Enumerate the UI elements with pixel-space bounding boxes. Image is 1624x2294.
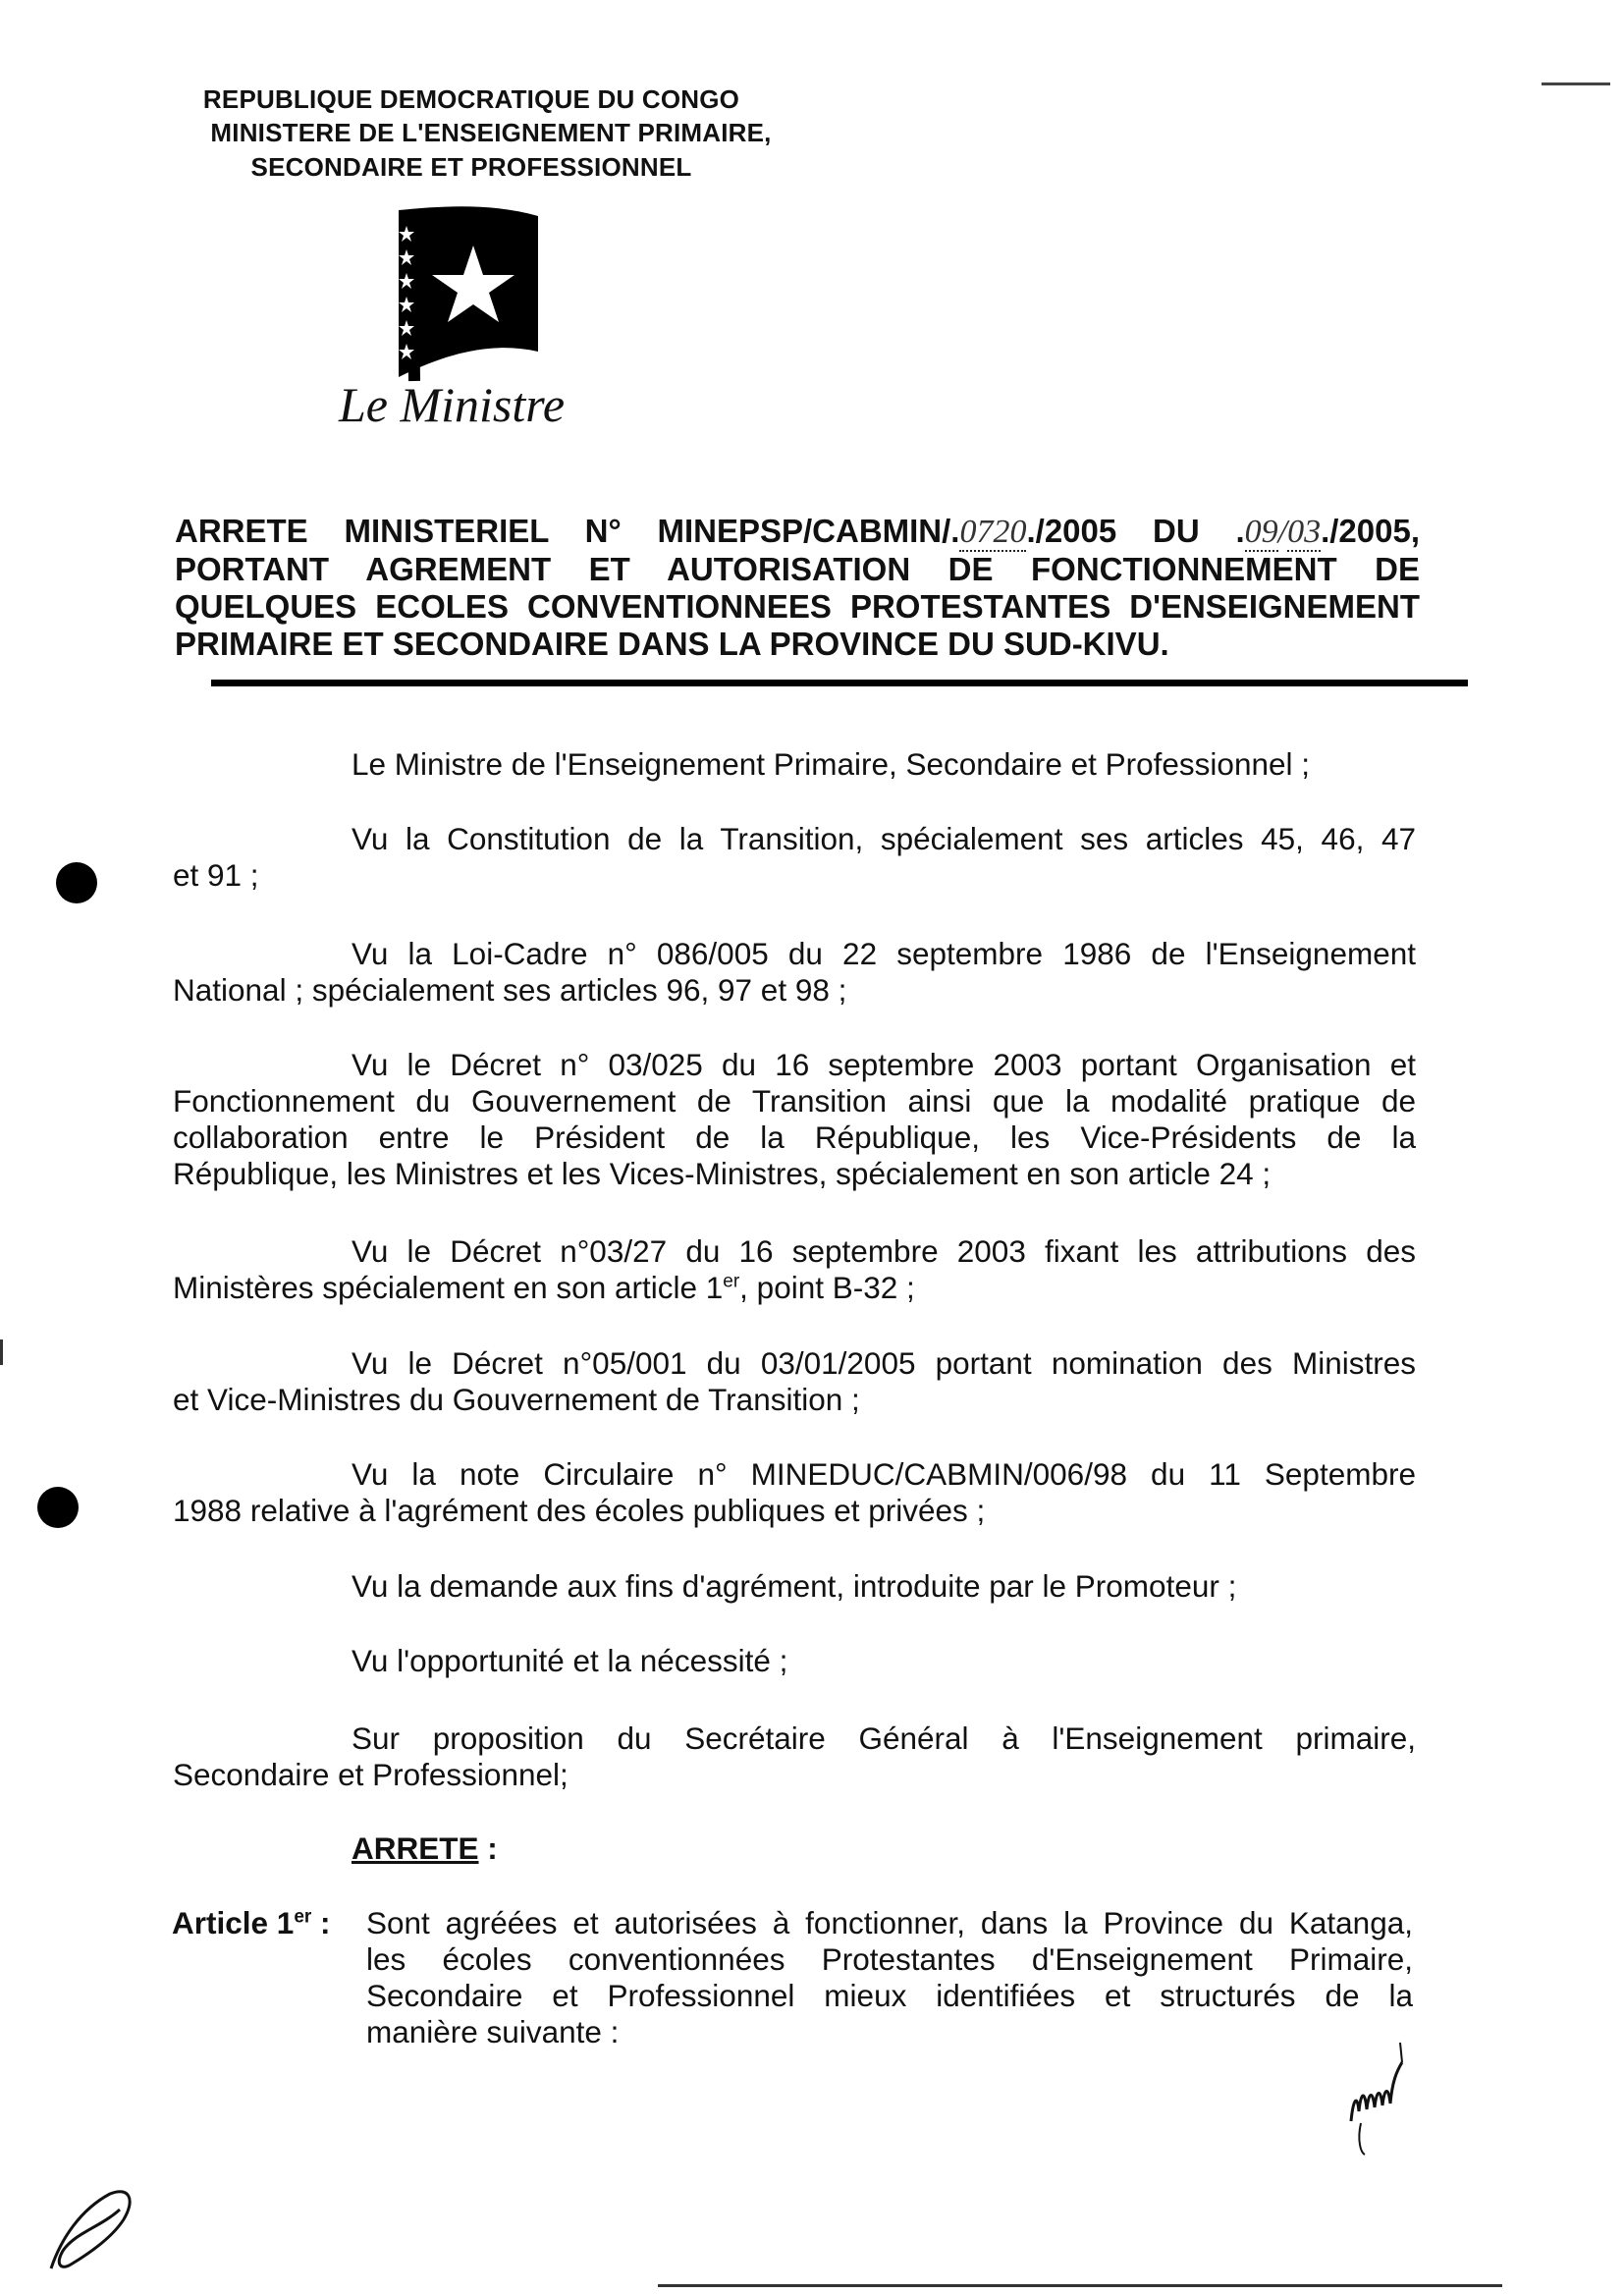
handwritten-day: 09	[1244, 514, 1278, 550]
decree-title-line-1: ARRETE MINISTERIEL N° MINEPSP/CABMIN/.0720./2005 DU .09/03./2005,	[175, 513, 1421, 550]
flag-emblem-icon	[391, 204, 544, 383]
paragraph-decret-05-001: Vu le Décret n°05/001 du 03/01/2005 portant nomination des Ministres et Vice-Ministres du Gouvernement de Transition ;	[173, 1345, 1416, 1417]
decree-title-line-2: PORTANT AGREMENT ET AUTORISATION DE FONCTIONNEMENT DE	[175, 551, 1420, 587]
decree-title-line-4: PRIMAIRE ET SECONDAIRE DANS LA PROVINCE DU SUD-KIVU.	[175, 626, 1169, 662]
paragraph-loi-cadre: Vu la Loi-Cadre n° 086/005 du 22 septembre 1986 de l'Enseignement National ; spécialement ses articles 96, 97 et 98 ;	[173, 936, 1416, 1008]
paragraph-decret-03-27: Vu le Décret n°03/27 du 16 septembre 2003 fixant les attributions des Ministères spécialement en son article 1er, point B-32 ;	[173, 1233, 1416, 1305]
handwritten-paraph	[41, 2180, 149, 2278]
paragraph-decret-03-025: Vu le Décret n° 03/025 du 16 septembre 2003 portant Organisation et Fonctionnement du Gouvernement de Transition ainsi que la modalité pratique de collaboration entre le Président de la République, les Vice-Présidents de la République, les Ministres et les Vices-Ministres, spécialement en son article 24 ;	[173, 1047, 1416, 1191]
paragraph-opportunite: Vu l'opportunité et la nécessité ;	[352, 1643, 788, 1678]
header-country: REPUBLIQUE DEMOCRATIQUE DU CONGO	[202, 84, 740, 114]
paragraph-proposition: Sur proposition du Secrétaire Général à l'Enseignement primaire, Secondaire et Professionnel;	[173, 1720, 1416, 1792]
paragraph-demande: Vu la demande aux fins d'agrément, introduite par le Promoteur ;	[352, 1568, 1237, 1604]
scan-mark-bottom	[658, 2284, 1502, 2287]
scan-mark-top-right	[1542, 82, 1610, 85]
arrete-heading: ARRETE :	[352, 1830, 498, 1866]
decree-title	[175, 513, 1420, 663]
article-1-label: Article 1er :	[172, 1905, 331, 1940]
paragraph-constitution: Vu la Constitution de la Transition, spécialement ses articles 45, 46, 47 et 91 ;	[173, 821, 1416, 893]
punch-hole-bottom	[37, 1487, 79, 1528]
article-1-body: Sont agréées et autorisées à fonctionner, dans la Province du Katanga, les écoles conventionnées Protestantes d'Enseignement Primaire, Secondaire et Professionnel mieux identifiées et structurés de la manière suivante :	[366, 1905, 1413, 2049]
handwritten-month: 03	[1287, 514, 1322, 550]
header-ministry-2: SECONDAIRE ET PROFESSIONNEL	[250, 152, 692, 182]
handwritten-initials	[1343, 2033, 1412, 2160]
scan-mark-left	[0, 1339, 3, 1365]
title-underline	[211, 680, 1468, 686]
handwritten-number: 0720	[959, 514, 1027, 550]
decree-title-line-3: QUELQUES ECOLES CONVENTIONNEES PROTESTANTES D'ENSEIGNEMENT	[175, 588, 1420, 625]
punch-hole-top	[56, 862, 97, 903]
header-ministry: MINISTERE DE L'ENSEIGNEMENT PRIMAIRE,	[210, 118, 772, 147]
paragraph-minister: Le Ministre de l'Enseignement Primaire, Secondaire et Professionnel ;	[352, 746, 1311, 782]
signature-title: Le Ministre	[339, 377, 566, 432]
paragraph-circulaire: Vu la note Circulaire n° MINEDUC/CABMIN/006/98 du 11 Septembre 1988 relative à l'agrément des écoles publiques et privées ;	[173, 1456, 1416, 1528]
